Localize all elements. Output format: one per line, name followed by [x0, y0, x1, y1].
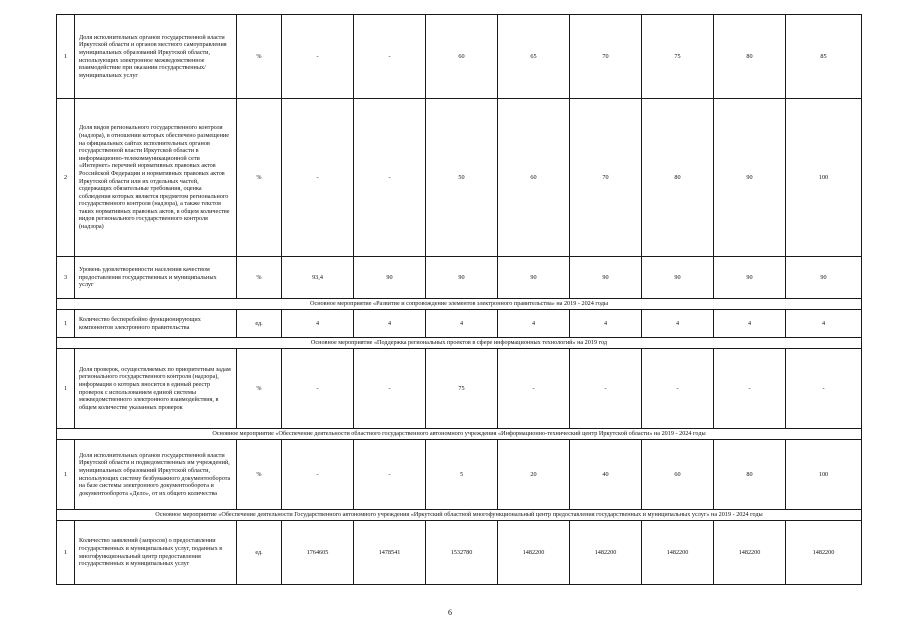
indicator-name: Доля видов регионального государственного контроля (надзора), в отношении которых обеспечено размещение на официальных сайтах исполнительных органов государственной власти Иркутской области в информационно-телекоммуникационной сети «Интернет» перечней нормативных правовых актов Российской Федерации и нормативных правовых актов Иркутской области или их отдельных частей, содержащих обязательные требования, оценка соблюдения которых является предметом регионального государственного контроля (надзора), а также текстов таких нормативных правовых актов, в общем количестве видов регионального государственного контроля (надзора)	[75, 99, 237, 257]
unit-cell: %	[237, 257, 282, 299]
row-number: 1	[57, 349, 75, 429]
section-title: Основное мероприятие «Обеспечение деятельности областного государственного автономного учреждения «Информационно-технический центр Иркутской области» на 2019 - 2024 годы	[57, 429, 862, 440]
value-cell: 60	[426, 15, 498, 99]
value-cell: 4	[570, 310, 642, 338]
section-title: Основное мероприятие «Развитие и сопровождение элементов электронного правительства» на 2019 - 2024 годы	[57, 299, 862, 310]
value-cell: 90	[714, 99, 786, 257]
row-number: 1	[57, 310, 75, 338]
row-number: 1	[57, 15, 75, 99]
value-cell: 50	[426, 99, 498, 257]
value-cell: 4	[642, 310, 714, 338]
value-cell: 1482200	[498, 521, 570, 585]
row-number: 1	[57, 521, 75, 585]
value-cell: 4	[282, 310, 354, 338]
value-cell: 80	[714, 15, 786, 99]
unit-cell: %	[237, 15, 282, 99]
value-cell: 75	[426, 349, 498, 429]
value-cell: 1482200	[786, 521, 862, 585]
value-cell: 1532780	[426, 521, 498, 585]
table-row	[57, 521, 862, 585]
indicator-name: Доля исполнительных органов государственной власти Иркутской области и органов местного самоуправления муниципальных образований Иркутской области, использующих электронное межведомственное взаимодействие при оказании государственных/муниципальных услуг	[75, 15, 237, 99]
section-row	[57, 429, 862, 440]
unit-cell: %	[237, 99, 282, 257]
value-cell: 60	[642, 440, 714, 510]
value-cell: 4	[426, 310, 498, 338]
section-row	[57, 338, 862, 349]
table-row	[57, 349, 862, 429]
value-cell: 4	[498, 310, 570, 338]
unit-cell: ед.	[237, 310, 282, 338]
value-cell: 1478541	[354, 521, 426, 585]
value-cell: 90	[642, 257, 714, 299]
value-cell: 75	[642, 15, 714, 99]
value-cell: 1482200	[570, 521, 642, 585]
value-cell: 80	[642, 99, 714, 257]
value-cell: -	[642, 349, 714, 429]
value-cell: 40	[570, 440, 642, 510]
value-cell: 90	[498, 257, 570, 299]
value-cell: -	[282, 99, 354, 257]
value-cell: 85	[786, 15, 862, 99]
page-number: 6	[448, 608, 452, 617]
value-cell: 5	[426, 440, 498, 510]
value-cell: -	[570, 349, 642, 429]
value-cell: 4	[786, 310, 862, 338]
row-number: 2	[57, 99, 75, 257]
value-cell: -	[282, 349, 354, 429]
value-cell: 80	[714, 440, 786, 510]
value-cell: 90	[426, 257, 498, 299]
value-cell: 4	[354, 310, 426, 338]
value-cell: 60	[498, 99, 570, 257]
value-cell: -	[354, 15, 426, 99]
table-row	[57, 15, 862, 99]
indicator-name: Уровень удовлетворенности населения качеством предоставления государственных и муниципальных услуг	[75, 257, 237, 299]
value-cell: 20	[498, 440, 570, 510]
value-cell: 70	[570, 15, 642, 99]
section-title: Основное мероприятие «Обеспечение деятельности Государственного автономного учреждения «Иркутский областной многофункциональный центр предоставления государственных и муниципальных услуг» на 2019 - 2024 годы	[57, 510, 862, 521]
indicator-name: Доля проверок, осуществляемых по приоритетным задам регионального государственного контроля (надзора), информация о которых вносится в единый реестр проверок с использованием единой системы межведомственного электронного взаимодействия, в общем количестве указанных проверок	[75, 349, 237, 429]
unit-cell: %	[237, 349, 282, 429]
value-cell: -	[714, 349, 786, 429]
value-cell: 90	[714, 257, 786, 299]
value-cell: -	[498, 349, 570, 429]
document-sheet	[56, 14, 861, 585]
value-cell: -	[354, 440, 426, 510]
value-cell: -	[786, 349, 862, 429]
row-number: 3	[57, 257, 75, 299]
table-row	[57, 310, 862, 338]
value-cell: 1482200	[714, 521, 786, 585]
value-cell: 100	[786, 99, 862, 257]
value-cell: 1764605	[282, 521, 354, 585]
table-row	[57, 99, 862, 257]
value-cell: -	[282, 440, 354, 510]
value-cell: -	[354, 99, 426, 257]
unit-cell: ед.	[237, 521, 282, 585]
value-cell: 93,4	[282, 257, 354, 299]
indicator-name: Количество бесперебойно функционирующих компонентов электронного правительства	[75, 310, 237, 338]
value-cell: 65	[498, 15, 570, 99]
section-row	[57, 299, 862, 310]
section-row	[57, 510, 862, 521]
value-cell: 1482200	[642, 521, 714, 585]
section-title: Основное мероприятие «Поддержка региональных проектов в сфере информационных технологий» на 2019 год	[57, 338, 862, 349]
unit-cell: %	[237, 440, 282, 510]
value-cell: -	[354, 349, 426, 429]
indicators-table	[56, 14, 862, 585]
table-row	[57, 440, 862, 510]
value-cell: 90	[570, 257, 642, 299]
table-row	[57, 257, 862, 299]
value-cell: 90	[354, 257, 426, 299]
value-cell: 90	[786, 257, 862, 299]
value-cell: 4	[714, 310, 786, 338]
row-number: 1	[57, 440, 75, 510]
value-cell: -	[282, 15, 354, 99]
indicator-name: Количество заявлений (запросов) о предоставлении государственных и муниципальных услуг, поданных в многофункциональный центр предоставления государственных и муниципальных услуг	[75, 521, 237, 585]
value-cell: 70	[570, 99, 642, 257]
indicator-name: Доля исполнительных органов государственной власти Иркутской области и подведомственных им учреждений, муниципальных образований Иркутской области, использующих систему безбумажного документооборота на базе системы электронного документооборота и документооборота «Дело», от их общего количества	[75, 440, 237, 510]
value-cell: 100	[786, 440, 862, 510]
